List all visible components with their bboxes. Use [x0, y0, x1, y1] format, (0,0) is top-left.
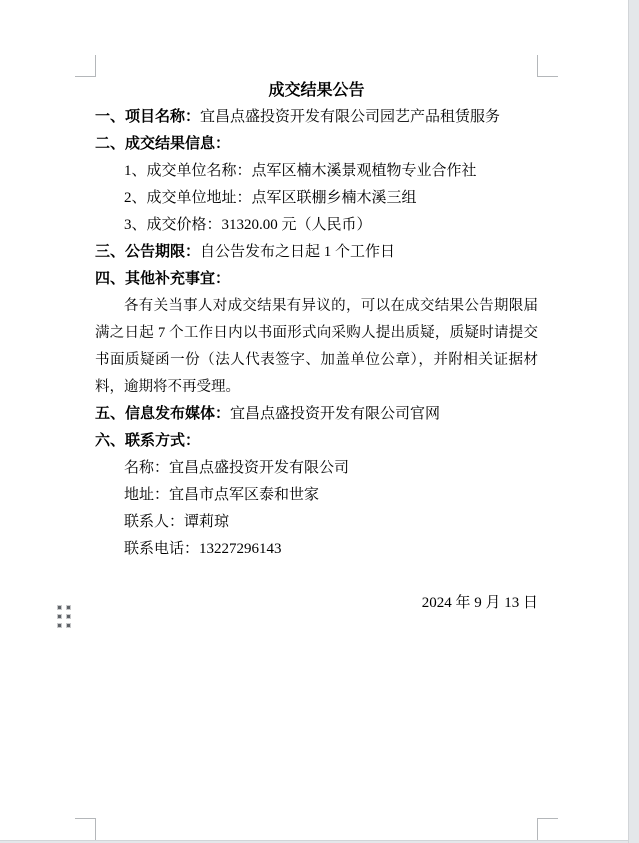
doc-line-project-name	[95, 104, 538, 131]
doc-line-supplement-heading	[95, 266, 538, 293]
doc-line-contact-phone	[95, 536, 538, 563]
doc-label: 二、成交结果信息：	[95, 136, 231, 152]
doc-line-publish-media	[95, 401, 538, 428]
doc-label: 五、信息发布媒体：	[95, 406, 231, 422]
doc-label: 三、公告期限：	[95, 244, 201, 260]
doc-line-price	[95, 212, 538, 239]
handle-dot	[67, 624, 70, 627]
doc-line-contact-heading	[95, 428, 538, 455]
doc-text: 联系人：谭莉琼	[124, 514, 230, 530]
handle-dot	[58, 615, 61, 618]
doc-text: 2、成交单位地址：点军区联棚乡楠木溪三组	[124, 190, 417, 206]
doc-paragraph-line: 料，逾期将不再受理。	[95, 379, 240, 395]
doc-date: 2024 年 9 月 13 日	[421, 595, 538, 611]
doc-line-winner-address	[95, 185, 538, 212]
doc-label: 六、联系方式：	[95, 433, 201, 449]
doc-paragraph-line: 书面质疑函一份（法人代表签字、加盖单位公章），并附相关证据材	[95, 352, 538, 368]
doc-line-contact-address	[95, 482, 538, 509]
doc-text: 自公告发布之日起 1 个工作日	[200, 244, 396, 260]
doc-text: 名称：宜昌点盛投资开发有限公司	[124, 460, 350, 476]
doc-paragraph-line: 各有关当事人对成交结果有异议的，可以在成交结果公告期限届	[124, 298, 538, 314]
doc-label: 四、其他补充事宜：	[95, 271, 231, 287]
margin-mark-bottom-right	[537, 818, 558, 840]
handle-dot	[58, 624, 61, 627]
handle-dot	[58, 606, 61, 609]
doc-text: 宜昌点盛投资开发有限公司官网	[230, 406, 441, 422]
margin-mark-top-right	[537, 55, 558, 77]
doc-text: 3、成交价格：31320.00 元（人民币）	[124, 217, 372, 233]
doc-paragraph-line: 满之日起 7 个工作日内以书面形式向采购人提出质疑，质疑时请提交	[95, 325, 538, 341]
doc-text: 1、成交单位名称：点军区楠木溪景观植物专业合作社	[124, 163, 477, 179]
doc-line-winner-name	[95, 158, 538, 185]
doc-label: 一、项目名称：	[95, 109, 201, 125]
handle-dot	[67, 606, 70, 609]
margin-mark-top-left	[75, 55, 96, 77]
app-background-right	[628, 0, 639, 843]
doc-line-contact-person	[95, 509, 538, 536]
doc-text: 地址：宜昌市点军区泰和世家	[124, 487, 320, 503]
document-body	[95, 77, 538, 617]
drag-handle-dots[interactable]	[58, 606, 70, 627]
doc-line-announcement-period	[95, 239, 538, 266]
handle-dot	[67, 615, 70, 618]
doc-line-contact-name	[95, 455, 538, 482]
margin-mark-bottom-left	[75, 818, 96, 840]
doc-title: 成交结果公告	[268, 82, 365, 99]
doc-line-result-heading	[95, 131, 538, 158]
doc-text: 宜昌点盛投资开发有限公司园艺产品租赁服务	[200, 109, 501, 125]
doc-text: 联系电话：13227296143	[124, 541, 282, 557]
